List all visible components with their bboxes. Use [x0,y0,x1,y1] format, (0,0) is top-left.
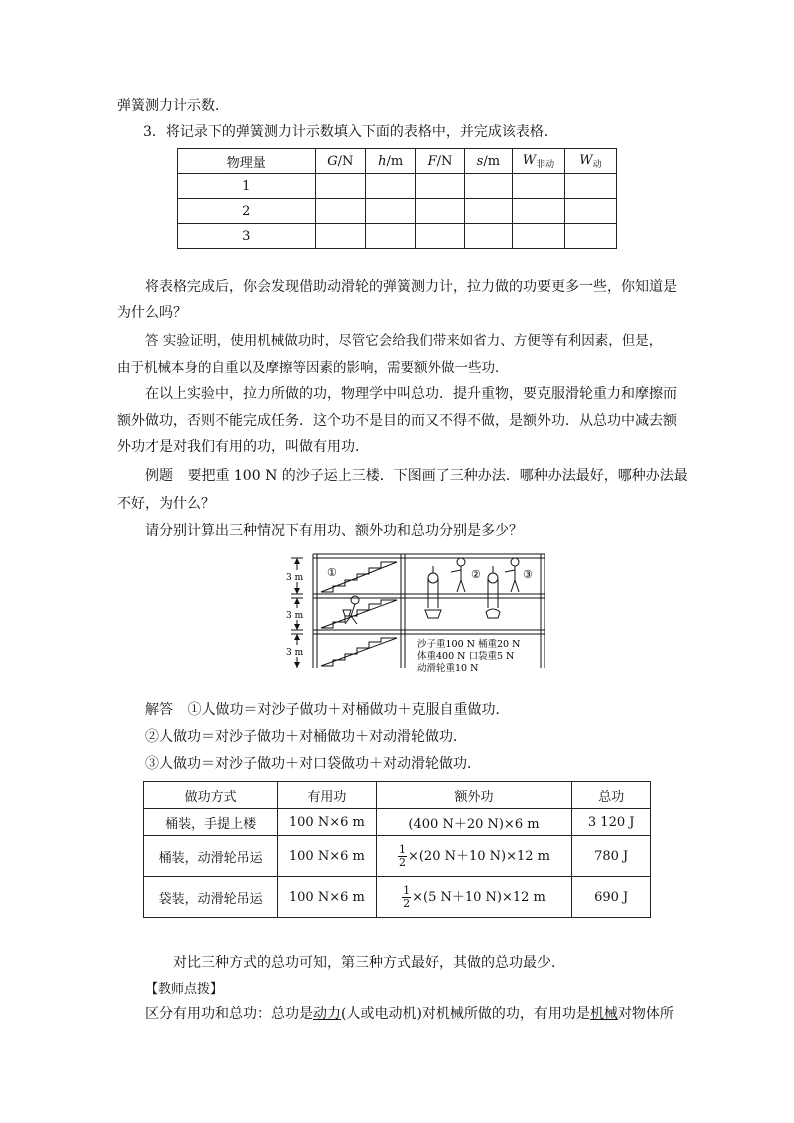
underlined-term: 动力 [313,1006,341,1022]
question-line-2: 为什么吗？ [117,305,187,321]
table-header-row [144,782,651,809]
header-cell: $W_{非动}$ [513,149,565,174]
header-cell: $W_动$ [564,149,616,174]
method-cell: 袋装，动滑轮吊运 [144,877,278,918]
table-row [178,174,617,199]
total-work-cell: 780 J [572,836,651,877]
figure-info: 体重400 N 口袋重5 N [417,651,515,662]
fraction: $\frac{1}{2}$ [398,842,406,869]
header-cell: 物理量 [178,149,316,174]
total-work-cell: 690 J [572,877,651,918]
answer-line-1: 答 实验证明，使用机械做功时，尽管它会给我们带来如省力、方便等有利因素，但是， [145,333,663,349]
header-cell: s/m [464,149,512,174]
example-line-2: 不好，为什么？ [117,496,215,512]
figure-info: 沙子重100 N 桶重20 N [417,639,521,650]
example-text: 要把重 100 N 的沙子运上三楼．下图画了三种办法．哪种办法最好，哪种办法最 [187,468,688,484]
header-cell: 做功方式 [144,782,278,809]
header-cell: h/m [365,149,415,174]
header-cell: 有用功 [278,782,376,809]
useful-work-cell: 100 N×6 m [278,836,376,877]
row-label: 2 [178,199,316,224]
question-line-1: 将表格完成后，你会发现借助动滑轮的弹簧测力计，拉力做的功要更多一些，你知道是 [145,279,677,295]
measurement-table [177,148,617,249]
height-label: 3 m [286,648,304,658]
work-comparison-table [143,781,651,918]
figure-info: 动滑轮重10 N [417,663,479,672]
text-span: 区分有用功和总功：总功是 [145,1006,313,1022]
method-cell: 桶装，动滑轮吊运 [144,836,278,877]
body-line-3: 外功才是对我们有用的功，叫做有用功． [117,439,369,455]
solution-line-3: ③人做功＝对沙子做功＋对口袋做功＋对动滑轮做功． [145,756,481,772]
solution-label: 解答 [145,702,173,718]
teacher-note-heading: 【教师点拨】 [145,982,224,997]
method-1-label: ① [327,566,337,579]
answer-line-2: 由于机械本身的自重以及摩擦等因素的影响，需要额外做一些功． [117,360,509,376]
conclusion-text: 对比三种方式的总功可知，第三种方式最好，其做的总功最少． [173,955,565,971]
header-cell: 额外功 [376,782,572,809]
useful-work-cell: 100 N×6 m [278,809,376,836]
extra-work-cell: $\frac{1}{2}$ ×(5 N＋10 N)×12 m [376,877,572,918]
row-label: 3 [178,224,316,249]
table-row [178,224,617,249]
header-cell: F/N [416,149,464,174]
extra-work-cell: (400 N＋20 N)×6 m [376,809,572,836]
building-figure [283,548,545,672]
useful-work-cell: 100 N×6 m [278,877,376,918]
table-row [144,877,651,918]
body-line-1: 在以上实验中，拉力所做的功，物理学中叫总功．提升重物，要克服滑轮重力和摩擦而 [145,386,677,402]
table-row [178,199,617,224]
underlined-term: 机械 [589,1006,618,1022]
body-line-2: 额外做功，否则不能完成任务．这个功不是目的而又不得不做，是额外功．从总功中减去额 [117,413,677,429]
solution-text: ①人做功＝对沙子做功＋对桶做功＋克服自重做功． [187,702,510,718]
example-line-1 [145,468,688,485]
method-2-label: ② [471,568,481,581]
solution-line-2: ②人做功＝对沙子做功＋对桶做功＋对动滑轮做功． [145,729,467,745]
header-cell: 总功 [572,782,651,809]
last-line [145,1006,674,1023]
table-row [144,809,651,836]
table-row [144,836,651,877]
example-line-3: 请分别计算出三种情况下有用功、额外功和总功分别是多少？ [145,523,523,539]
fraction: $\frac{1}{2}$ [403,883,411,910]
height-label: 3 m [286,573,304,583]
row-label: 1 [178,174,316,199]
header-cell: G/N [315,149,365,174]
method-3-label: ③ [523,568,533,581]
solution-line-1 [145,702,509,719]
method-cell: 桶装，手提上楼 [144,809,278,836]
height-label: 3 m [286,611,304,621]
example-label: 例题 [145,468,173,484]
total-work-cell: 3 120 J [572,809,651,836]
table-header-row [178,149,617,174]
extra-work-cell: $\frac{1}{2}$ ×(20 N＋10 N)×12 m [376,836,572,877]
paragraph-text: 弹簧测力计示数． [117,98,229,114]
text-span: 对物体所 [617,1006,674,1022]
text-span: (人或电动机)对机械所做的功，有用功是 [341,1006,590,1022]
step-3-text: 3．将记录下的弹簧测力计示数填入下面的表格中，并完成该表格． [143,124,558,140]
